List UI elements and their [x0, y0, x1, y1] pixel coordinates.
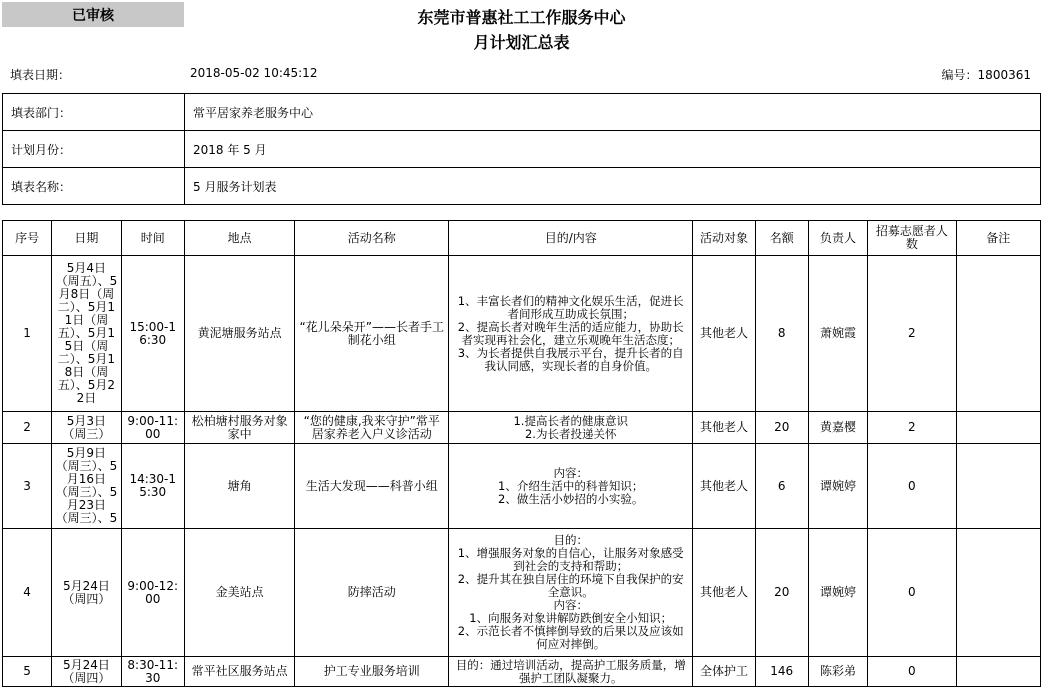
cell-volunteers: 0 — [868, 444, 956, 529]
cell-time: 14:30-15:30 — [121, 444, 184, 529]
column-header: 招募志愿者人数 — [868, 221, 956, 256]
cell-time: 8:30-11:30 — [121, 657, 184, 687]
plan-table — [2, 220, 1041, 687]
cell-no: 5 — [3, 657, 52, 687]
column-header: 目的/内容 — [449, 221, 693, 256]
column-header: 名额 — [755, 221, 808, 256]
purpose-line: 目的：通过培训活动，提高护工服务质量，增强护工团队凝聚力。 — [455, 657, 686, 685]
column-header: 日期 — [52, 221, 121, 256]
info-row — [3, 94, 1041, 131]
cell-volunteers: 0 — [868, 657, 956, 687]
purpose-line: 2、提高长者对晚年生活的适应能力，协助长者实现再社会化，建立乐观晚年生活态度； — [457, 319, 684, 347]
info-table — [2, 93, 1041, 205]
cell-purpose — [449, 657, 693, 687]
cell-volunteers: 2 — [868, 256, 956, 412]
cell-purpose — [449, 529, 693, 657]
info-value: 5 月服务计划表 — [185, 168, 1041, 205]
cell-leader: 陈彩弟 — [808, 657, 867, 687]
info-value: 2018 年 5 月 — [185, 131, 1041, 168]
cell-no: 4 — [3, 529, 52, 657]
cell-date: 5月3日（周三） — [52, 412, 121, 444]
cell-time: 15:00-16:30 — [121, 256, 184, 412]
cell-date: 5月4日（周五）、5月8日（周二）、5月11日（周五）、5月15日（周二）、5月18日（周五）、5月22日 — [52, 256, 121, 412]
table-row — [3, 444, 1041, 529]
cell-leader: 萧婉霞 — [808, 256, 867, 412]
fill-date-value: 2018-05-02 10:45:12 — [190, 66, 318, 80]
cell-quota: 20 — [755, 412, 808, 444]
cell-quota: 20 — [755, 529, 808, 657]
table-row — [3, 657, 1041, 687]
fill-date-label: 填表日期： — [10, 68, 71, 82]
purpose-line: 2、提升其在独自居住的环境下自我保护的安全意识。 — [457, 572, 684, 599]
column-header: 活动对象 — [693, 221, 755, 256]
cell-activity: 护工专业服务培训 — [295, 657, 449, 687]
cell-quota: 6 — [755, 444, 808, 529]
info-row — [3, 168, 1041, 205]
cell-date: 5月24日（周四） — [52, 529, 121, 657]
cell-leader: 黄嘉樱 — [808, 412, 867, 444]
purpose-line: 2、示范长者不慎摔倒导致的后果以及应该如何应对摔倒。 — [457, 624, 684, 651]
cell-target: 全体护工 — [693, 657, 755, 687]
info-value: 常平居家养老服务中心 — [185, 94, 1041, 131]
cell-purpose — [449, 444, 693, 529]
document-number: 编号：1800361 — [941, 68, 1031, 82]
info-label: 计划月份： — [3, 131, 185, 168]
cell-time: 9:00-12:00 — [121, 529, 184, 657]
organization-name: 东莞市普惠社工工作服务中心 — [417, 8, 626, 27]
cell-target: 其他老人 — [693, 256, 755, 412]
cell-target: 其他老人 — [693, 412, 755, 444]
cell-activity: 防摔活动 — [295, 529, 449, 657]
cell-leader: 谭婉婷 — [808, 529, 867, 657]
column-header: 活动名称 — [295, 221, 449, 256]
info-label: 填表名称： — [3, 168, 185, 205]
cell-date: 5月24日（周四） — [52, 657, 121, 687]
cell-leader: 谭婉婷 — [808, 444, 867, 529]
cell-no: 2 — [3, 412, 52, 444]
purpose-line: 1、丰富长者们的精神文化娱乐生活，促进长者间形成互助成长氛围； — [457, 293, 684, 321]
cell-purpose — [449, 256, 693, 412]
purpose-line: 2.为长者投递关怀 — [524, 426, 617, 441]
purpose-line: 内容： — [553, 598, 588, 612]
column-header: 序号 — [3, 221, 52, 256]
cell-volunteers: 2 — [868, 412, 956, 444]
column-header: 备注 — [956, 221, 1040, 256]
cell-target: 其他老人 — [693, 529, 755, 657]
column-header: 时间 — [121, 221, 184, 256]
cell-date: 5月9日（周三）、5月16日（周三）、5月23日（周三）、5 — [52, 444, 121, 529]
cell-volunteers: 0 — [868, 529, 956, 657]
cell-place: 塘角 — [184, 444, 295, 529]
cell-activity: 生活大发现——科普小组 — [295, 444, 449, 529]
cell-activity: “您的健康,我来守护”常平居家养老入户义诊活动 — [295, 412, 449, 444]
cell-remark — [956, 444, 1040, 529]
cell-place: 黄泥塘服务站点 — [184, 256, 295, 412]
cell-remark — [956, 412, 1040, 444]
cell-no: 3 — [3, 444, 52, 529]
purpose-line: 1、介绍生活中的科普知识； — [498, 478, 644, 493]
approval-status-badge: 已审核 — [2, 2, 184, 27]
info-row — [3, 131, 1041, 168]
cell-remark — [956, 657, 1040, 687]
cell-remark — [956, 256, 1040, 412]
cell-activity: “花儿朵朵开”——长者手工制花小组 — [295, 256, 449, 412]
column-header: 负责人 — [808, 221, 867, 256]
column-header: 地点 — [184, 221, 295, 256]
purpose-line: 3、为长者提供自我展示平台，提升长者的自我认同感，实现长者的自身价值。 — [457, 345, 684, 373]
table-row — [3, 256, 1041, 412]
purpose-line: 1.提高长者的健康意识 — [513, 413, 628, 428]
table-row — [3, 529, 1041, 657]
report-title: 月计划汇总表 — [473, 33, 570, 52]
purpose-line: 目的： — [553, 533, 588, 547]
cell-place: 金美站点 — [184, 529, 295, 657]
table-header-row — [3, 221, 1041, 256]
cell-place: 常平社区服务站点 — [184, 657, 295, 687]
cell-target: 其他老人 — [693, 444, 755, 529]
purpose-line: 内容： — [553, 465, 588, 480]
cell-no: 1 — [3, 256, 52, 412]
purpose-line: 1、向服务对象讲解防跌倒安全小知识； — [469, 611, 673, 625]
purpose-line: 2、做生活小妙招的小实验。 — [498, 491, 644, 506]
purpose-line: 1、增强服务对象的自信心，让服务对象感受到社会的支持和帮助； — [457, 546, 684, 573]
table-row — [3, 412, 1041, 444]
info-label: 填表部门： — [3, 94, 185, 131]
cell-place: 松柏塘村服务对象家中 — [184, 412, 295, 444]
cell-remark — [956, 529, 1040, 657]
cell-quota: 8 — [755, 256, 808, 412]
cell-quota: 146 — [755, 657, 808, 687]
cell-purpose — [449, 412, 693, 444]
cell-time: 9:00-11:00 — [121, 412, 184, 444]
